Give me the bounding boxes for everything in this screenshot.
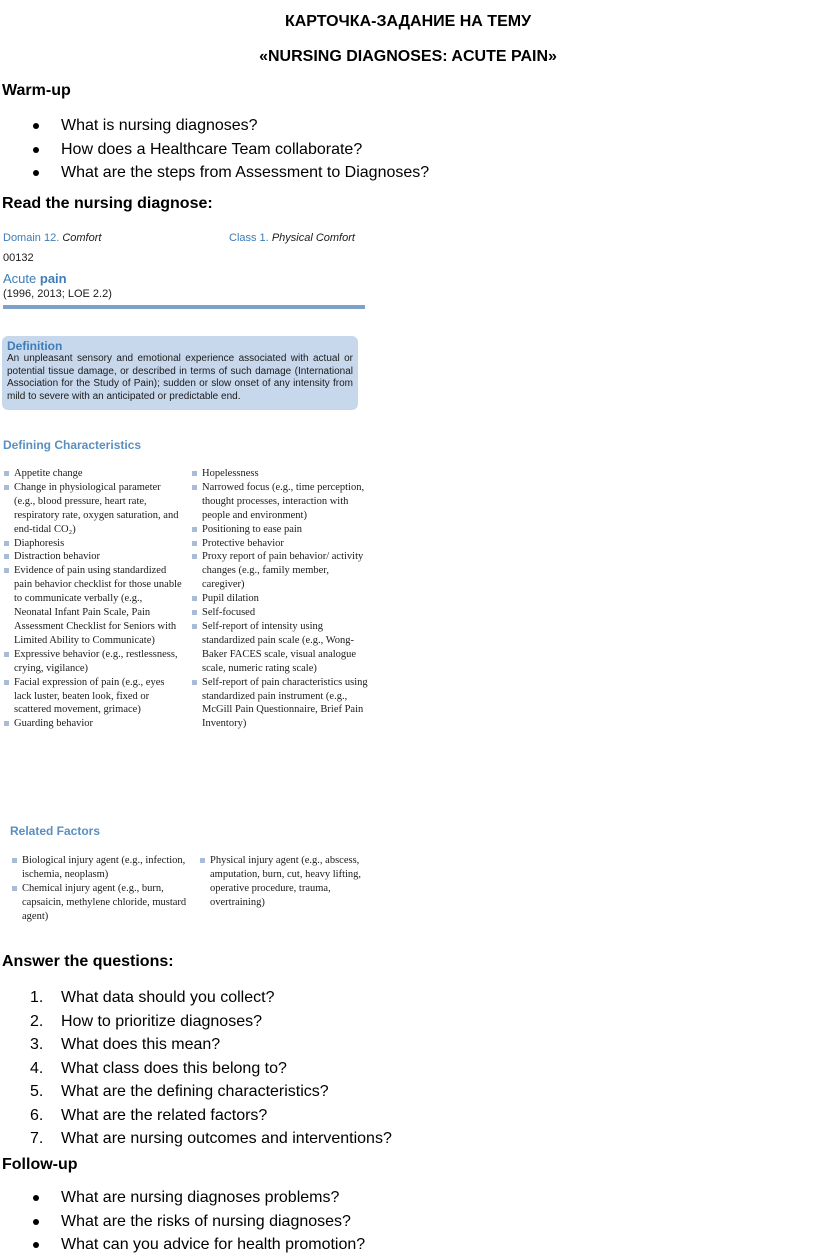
list-item: Pupil dilation [190, 592, 370, 606]
domain-label: Domain 12. [3, 232, 60, 244]
definition-title: Definition [7, 339, 63, 353]
read-heading: Read the nursing diagnose: [2, 195, 213, 212]
divider [3, 305, 365, 309]
warmup-list [0, 116, 429, 187]
list-item: Facial expression of pain (e.g., eyes lack luster, beaten look, fixed or scattered movement, grimace) [2, 676, 182, 718]
class-label: Class 1. [229, 232, 269, 244]
list-item: Physical injury agent (e.g., abscess, amputation, burn, cut, heavy lifting, operative procedure, trauma, overtraining) [198, 854, 370, 910]
list-item: Self-report of pain characteristics using standardized pain instrument (e.g., McGill Pain Questionnaire, Brief Pain Inventory) [190, 676, 370, 732]
list-item: Evidence of pain using standardized pain behavior checklist for those unable to communicate verbally (e.g., Neonatal Infant Pain Scale, Pain Assessment Checklist for Seniors with Limited Ability to Communicate) [2, 564, 182, 647]
defining-right-list [190, 467, 370, 731]
list-item: Appetite change [2, 467, 182, 481]
list-item: What are the risks of nursing diagnoses? [0, 1212, 365, 1236]
list-item: Diaphoresis [2, 537, 182, 551]
list-item: Positioning to ease pain [190, 523, 370, 537]
list-item: Narrowed focus (e.g., time perception, thought processes, interaction with people and environment) [190, 481, 370, 523]
defining-characteristics-title: Defining Characteristics [3, 438, 142, 452]
list-item: 6. What are the related factors? [30, 1106, 268, 1124]
nanda-diagnosis-card [0, 228, 380, 928]
list-item: How does a Healthcare Team collaborate? [0, 140, 429, 164]
list-item: What can you advice for health promotion? [0, 1235, 365, 1259]
list-item: Self-report of intensity using standardized pain scale (e.g., Wong-Baker FACES scale, visual analogue scale, numeric rating scale) [190, 620, 370, 676]
list-item: What is nursing diagnoses? [0, 116, 429, 140]
answer-heading: Answer the questions: [2, 953, 174, 970]
list-item: Proxy report of pain behavior/ activity changes (e.g., family member, caregiver) [190, 550, 370, 592]
title-line-2: «NURSING DIAGNOSES: ACUTE PAIN» [259, 48, 557, 65]
list-item: Guarding behavior [2, 717, 182, 731]
answer-list [0, 988, 392, 1153]
list-item: Biological injury agent (e.g., infection, ischemia, neoplasm) [10, 854, 192, 882]
warmup-heading: Warm-up [2, 82, 71, 99]
definition-text: An unpleasant sensory and emotional experience associated with actual or potential tissue damage, or described in terms of such damage (International Association for the Study of Pain); sudden or slow onset of any intensity from mild to severe with an anticipated or predictable end. [7, 353, 353, 402]
list-item: 2. How to prioritize diagnoses? [30, 1012, 262, 1030]
related-left-list [10, 854, 192, 924]
list-item: 1. What data should you collect? [30, 989, 275, 1006]
list-item: Protective behavior [190, 537, 370, 551]
list-item: 3. What does this mean? [30, 1036, 221, 1053]
list-item: Expressive behavior (e.g., restlessness, crying, vigilance) [2, 648, 182, 676]
list-item: 4. What class does this belong to? [30, 1059, 287, 1077]
list-item: Chemical injury agent (e.g., burn, capsaicin, methylene chloride, mustard agent) [10, 882, 192, 924]
list-item: 5. What are the defining characteristics? [30, 1083, 329, 1100]
list-item: Change in physiological parameter (e.g., blood pressure, heart rate, respiratory rate, oxygen saturation, and end-tidal CO₂) [2, 481, 182, 537]
diagnosis-name [3, 271, 67, 286]
list-item: Distraction behavior [2, 550, 182, 564]
title-line-1: КАРТОЧКА-ЗАДАНИЕ НА ТЕМУ [284, 13, 532, 30]
list-item: Self-focused [190, 606, 370, 620]
defining-left-list [2, 467, 182, 731]
list-item: Hopelessness [190, 467, 370, 481]
definition-box [2, 336, 358, 410]
list-item: What are the steps from Assessment to Diagnoses? [0, 163, 429, 187]
list-item: 7. What are nursing outcomes and interventions? [30, 1130, 392, 1147]
list-item: What are nursing diagnoses problems? [0, 1188, 365, 1212]
related-right-list [198, 854, 370, 910]
diagnosis-main: pain [39, 271, 67, 286]
diagnosis-code: 00132 [3, 252, 34, 264]
diagnosis-prefix: Acute [3, 271, 37, 286]
followup-heading: Follow-up [2, 1156, 78, 1173]
followup-list [0, 1188, 365, 1259]
class-line [229, 232, 355, 244]
related-factors-title: Related Factors [10, 824, 101, 838]
class-name: Physical Comfort [271, 232, 355, 244]
domain-line [3, 232, 101, 244]
level-of-evidence: (1996, 2013; LOE 2.2) [3, 288, 112, 300]
domain-name: Comfort [62, 232, 102, 244]
